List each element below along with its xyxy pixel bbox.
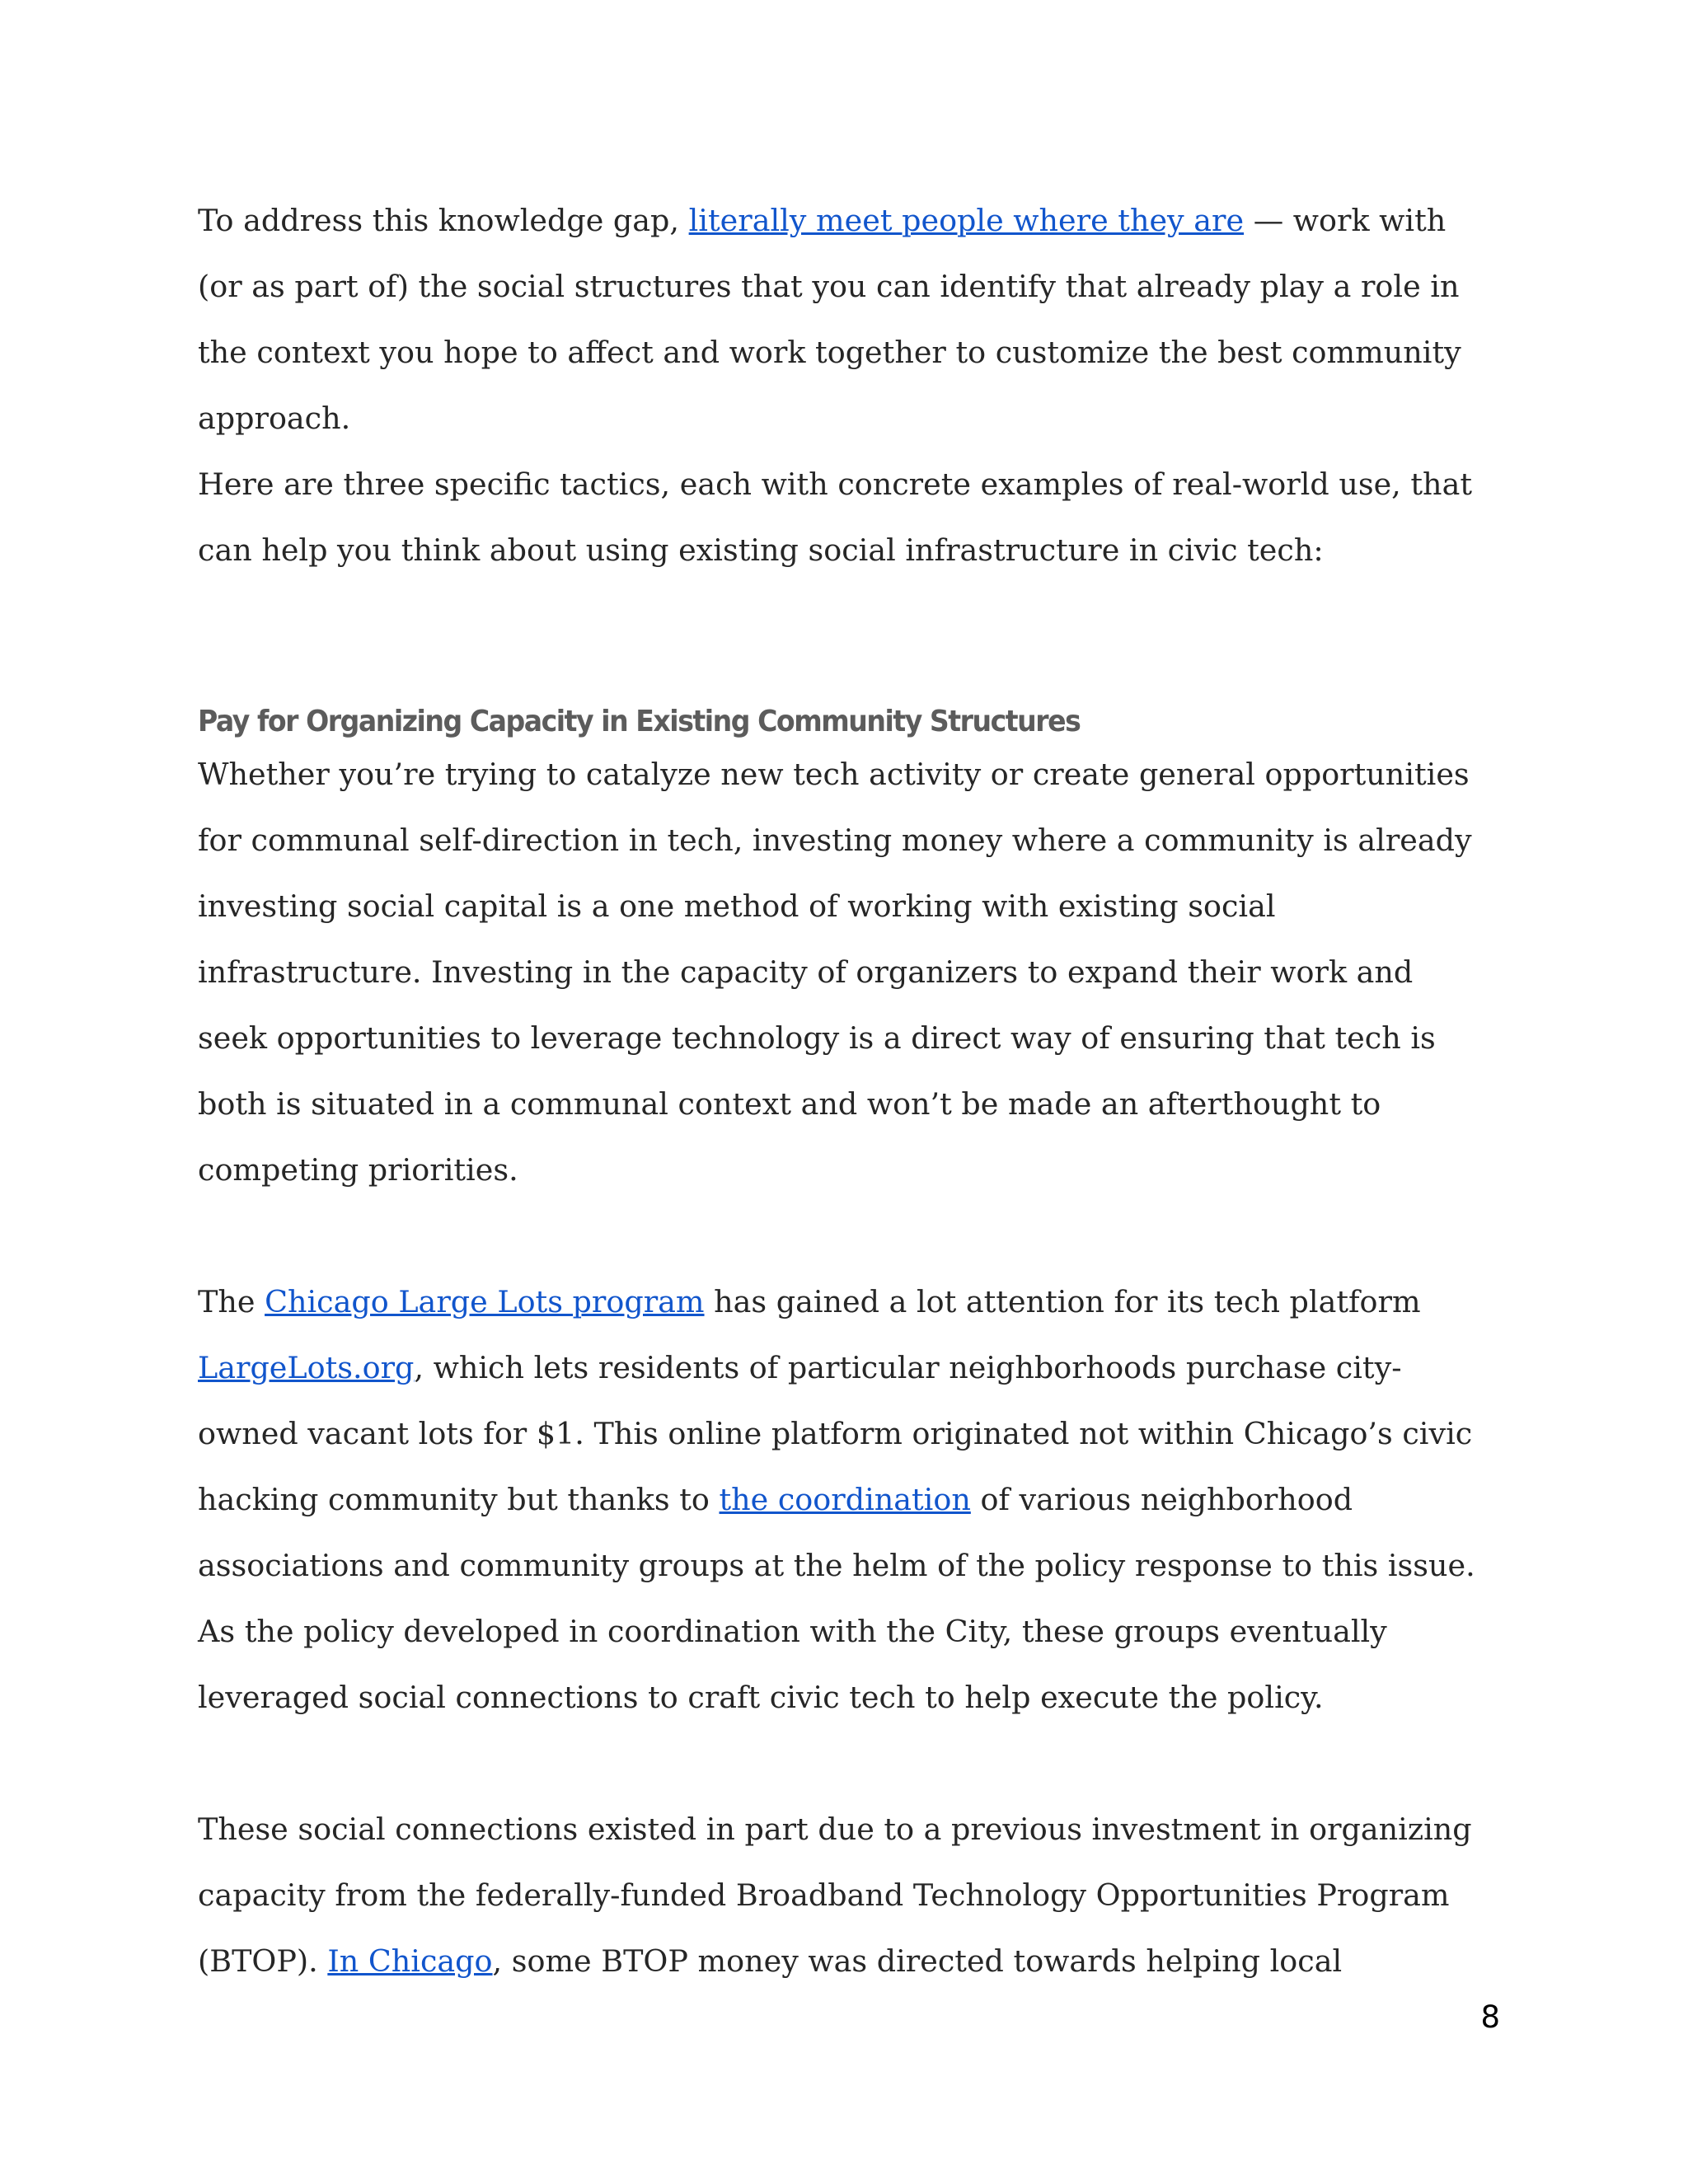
paragraph-social-connections bbox=[198, 1797, 1484, 1994]
spacer bbox=[198, 1203, 1484, 1269]
paragraph-text: The bbox=[198, 1284, 265, 1319]
paragraph-text: has gained a lot attention for its tech platform bbox=[704, 1284, 1421, 1319]
paragraph-large-lots bbox=[198, 1269, 1484, 1731]
paragraph-text: — work with (or as part of) the social structures that you can identify that already play a role in the context you hope to affect and work together to customize the best community approach. bbox=[198, 203, 1461, 436]
paragraph-text: These social connections existed in part due to a previous investment in organizing capacity from the federally-funded Broadband Technology Opportunities Program (BTOP). bbox=[198, 1811, 1472, 1979]
spacer bbox=[198, 583, 1484, 699]
paragraph-investing-money: Whether you’re trying to catalyze new tech activity or create general opportunities for communal self-direction in tech, investing money where a community is already investing social capital is a one method of working with existing social infrastructure. Investing in the capacity of organizers to expand their work and seek opportunities to leverage technology is a direct way of ensuring that tech is both is situated in a communal context and won’t be made an afterthought to competing priorities. bbox=[198, 757, 1472, 1188]
paragraph-knowledge-gap bbox=[198, 188, 1484, 452]
paragraph-three-tactics: Here are three specific tactics, each with concrete examples of real-world use, that can help you think about using existing social infrastructure in civic tech: bbox=[198, 466, 1472, 568]
link-the-coordination[interactable]: the coordination bbox=[719, 1482, 971, 1517]
link-chicago-large-lots-program[interactable]: Chicago Large Lots program bbox=[265, 1284, 705, 1319]
page-content bbox=[198, 188, 1484, 1994]
paragraph-text: To address this knowledge gap, bbox=[198, 203, 689, 238]
link-meet-people-where-they-are[interactable]: literally meet people where they are bbox=[688, 203, 1245, 238]
link-largelots-org[interactable]: LargeLots.org bbox=[198, 1350, 415, 1385]
paragraph-text: , which lets residents of particular neighborhoods purchase city-owned vacant lots for $1. This online platform originated not within Chicago’s civic hacking community but thanks to bbox=[198, 1350, 1473, 1517]
link-in-chicago[interactable]: In Chicago bbox=[327, 1943, 493, 1979]
section-heading: Pay for Organizing Capacity in Existing Community Structures bbox=[198, 705, 1081, 738]
spacer bbox=[198, 1731, 1484, 1797]
paragraph-text: of various neighborhood associations and community groups at the helm of the policy response to this issue. As the policy developed in coordination with the City, these groups eventually leveraged social connections to craft civic tech to help execute the policy. bbox=[198, 1482, 1475, 1715]
paragraph-text: , some BTOP money was directed towards helping local bbox=[492, 1943, 1343, 1979]
page-number: 8 bbox=[1480, 1999, 1500, 2035]
